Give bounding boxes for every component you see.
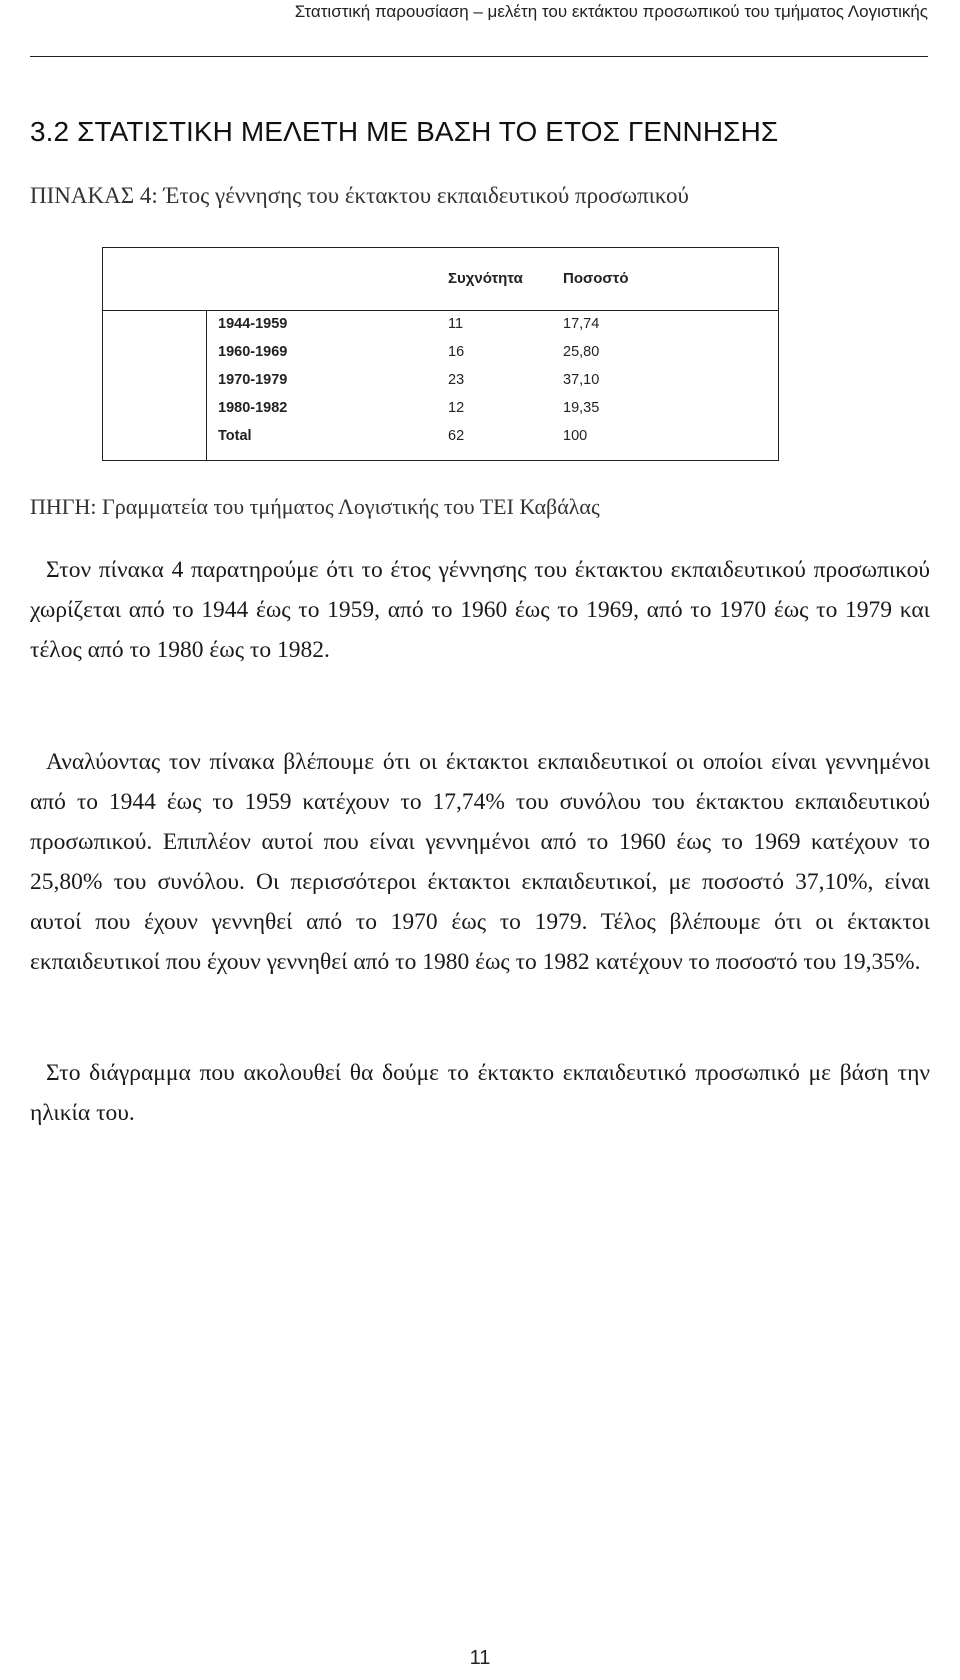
paragraph-text: Στον πίνακα 4 παρατηρούμε ότι το έτος γέννησης του έκτακτου εκπαιδευτικού προσωπικού χωρίζεται από το 1944 έως το 1959, από το 1960 έως το 1969, από το 1970 έως το 1979 και τέλος από το 1980 έως το 1982. — [30, 557, 930, 663]
row-percent: 17,74 — [563, 316, 600, 332]
table-row — [103, 316, 778, 344]
table-row — [103, 344, 778, 372]
row-percent: 37,10 — [563, 372, 600, 388]
column-header-frequency: Συχνότητα — [448, 270, 523, 287]
page-number: 11 — [469, 1647, 491, 1669]
row-frequency: 62 — [448, 428, 465, 444]
paragraph-text: Αναλύοντας τον πίνακα βλέπουμε ότι οι έκτακτοι εκπαιδευτικοί οι οποίοι είναι γεννημένοι από το 1944 έως το 1959 κατέχουν το 17,74% του συνόλου του έκτακτου εκπαιδευτικού προσωπικού. Επιπλέον αυτοί που είναι γεννημένοι από το 1960 έως το 1969 κατέχουν το 25,80% του συνόλου. Οι περισσότεροι έκτακτοι εκπαιδευτικοί, με ποσοστό 37,10%, είναι αυτοί που έχουν γεννηθεί από το 1970 έως το 1979. Τέλος βλέπουμε ότι οι έκτακτοι εκπαιδευτικοί που έχουν γεννηθεί από το 1980 έως το 1982 κατέχουν το ποσοστό του 19,35%. — [30, 749, 930, 975]
row-frequency: 16 — [448, 344, 465, 360]
column-header-percent: Ποσοστό — [563, 270, 629, 287]
table-row — [103, 400, 778, 428]
table-source: ΠΗΓΗ: Γραμματεία του τμήματος Λογιστικής του ΤΕΙ Καβάλας — [30, 494, 600, 519]
row-percent: 100 — [563, 428, 588, 444]
row-percent: 19,35 — [563, 400, 600, 416]
table-header-divider — [103, 310, 778, 311]
header-rule — [30, 56, 928, 57]
table-row — [103, 372, 778, 400]
section-heading: 3.2 ΣΤΑΤΙΣΤΙΚΗ ΜΕΛΕΤΗ ΜΕ ΒΑΣΗ ΤΟ ΕΤΟΣ ΓΕΝΝΗΣΗΣ — [30, 116, 779, 147]
paragraph — [30, 742, 930, 982]
row-label: 1980-1982 — [218, 400, 288, 416]
paragraph — [30, 1053, 930, 1133]
data-table — [102, 247, 779, 461]
row-label: 1944-1959 — [218, 316, 288, 332]
running-header: Στατιστική παρουσίαση – μελέτη του εκτάκτου προσωπικού του τμήματος Λογιστικής — [294, 2, 928, 21]
row-label: Total — [218, 428, 252, 444]
row-frequency: 12 — [448, 400, 465, 416]
row-label: 1960-1969 — [218, 344, 288, 360]
row-percent: 25,80 — [563, 344, 600, 360]
table-row-total — [103, 428, 778, 456]
row-label: 1970-1979 — [218, 372, 288, 388]
paragraph-text: Στο διάγραμμα που ακολουθεί θα δούμε το έκτακτο εκπαιδευτικό προσωπικό με βάση την ηλικία του. — [30, 1060, 930, 1126]
table-caption: ΠΙΝΑΚΑΣ 4: Έτος γέννησης του έκτακτου εκπαιδευτικού προσωπικού — [30, 183, 689, 208]
paragraph — [30, 550, 930, 670]
row-frequency: 23 — [448, 372, 465, 388]
row-frequency: 11 — [448, 316, 464, 332]
